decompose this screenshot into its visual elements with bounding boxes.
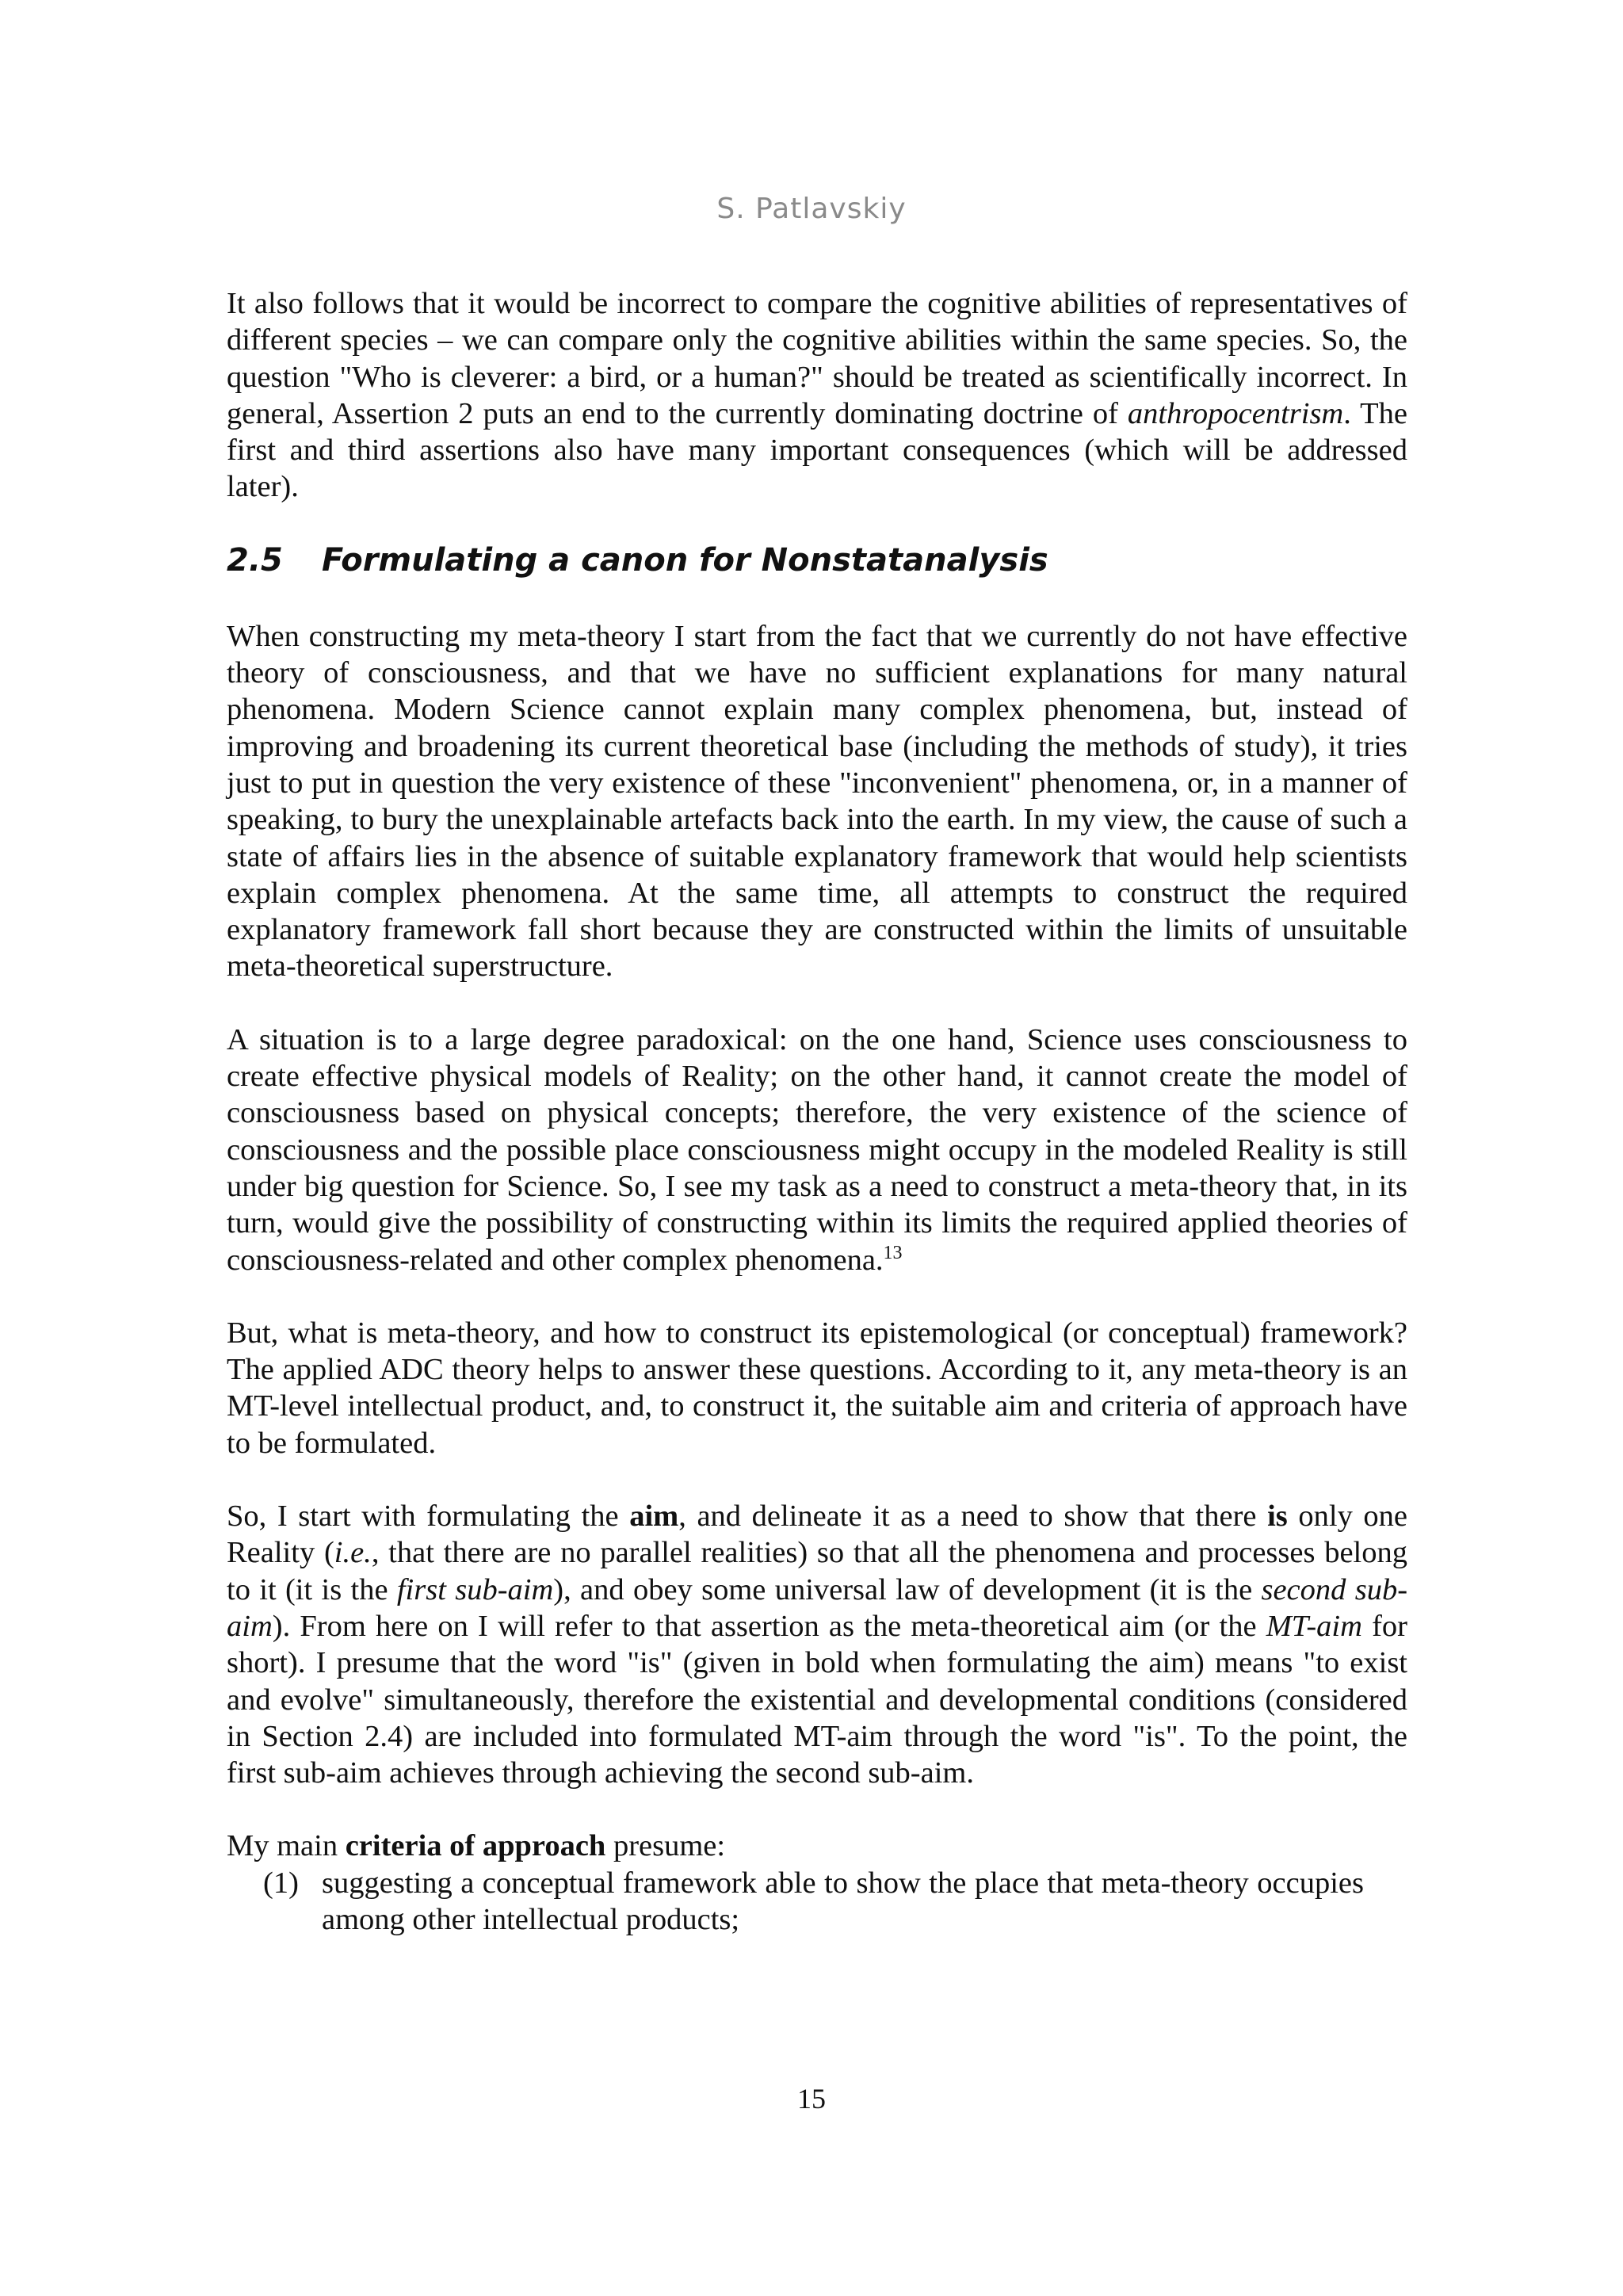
footnote-marker[interactable]: 13 (883, 1242, 903, 1263)
italic-term-second-sub-aim: second sub-aim (227, 1572, 1408, 1643)
list-item-text: suggesting a conceptual framework able to show the place that meta-theory occupies among other intellectual products; (322, 1866, 1364, 1936)
list-marker: (1) (263, 1866, 299, 1900)
paragraph-1 (227, 285, 1407, 506)
paragraph-5-text: , that there are no parallel realities) so that all the phenomena and processes belong to it (it is the (227, 1536, 1407, 1606)
section-number: 2.5 (227, 541, 283, 579)
list-item (227, 1865, 1407, 1939)
bold-term-aim: aim (629, 1499, 679, 1534)
page-body (227, 285, 1407, 1938)
italic-term-mt-aim: MT-aim (1266, 1609, 1362, 1643)
paragraph-5-text: ). From here on I will refer to that assertion as the meta-theoretical aim (or the (272, 1609, 1266, 1643)
paragraph-5-text: only one Reality ( (227, 1499, 1408, 1570)
italic-term-first-sub-aim: first sub-aim (396, 1572, 554, 1606)
paragraph-4: But, what is meta-theory, and how to construct its epistemological (or conceptual) framework? The applied ADC theory helps to answer these questions. According to it, any meta-theory is an MT-level intellectual product, and, to construct it, the suitable aim and criteria of approach have to be formulated. (227, 1316, 1407, 1460)
bold-term-is: is (1267, 1499, 1288, 1534)
bold-term-criteria: criteria of approach (345, 1829, 606, 1863)
paragraph-6 (227, 1828, 1407, 1864)
paragraph-2: When constructing my meta-theory I start from the fact that we currently do not have effective theory of consciousness, and that we have no sufficient explanations for many natural phenomena. Modern Science cannot explain many complex phenomena, but, instead of improving and broadening its current theoretical base (including the methods of study), it tries just to put in question the very existence of these "inconvenient" phenomena, or, in a manner of speaking, to bury the unexplainable artefacts back into the earth. In my view, the cause of such a state of affairs lies in the absence of suitable explanatory framework that would help scientists explain complex phenomena. At the same time, all attempts to construct the required explanatory framework fall short because they are constructed within the limits of unsuitable meta-theoretical superstructure. (227, 619, 1407, 984)
paragraph-1-text: It also follows that it would be incorrect to compare the cognitive abilities of representatives of different species – we can compare only the cognitive abilities within the same species. So, the question "Who is cleverer: a bird, or a human?" should be treated as scientifically incorrect. In general, Assertion 2 puts an end to the currently dominating doctrine of (227, 287, 1407, 430)
paragraph-5-text: , and delineate it as a need to show that there (678, 1499, 1268, 1534)
paragraph-3 (227, 1022, 1407, 1278)
paragraph-3-text: A situation is to a large degree paradoxical: on the one hand, Science uses consciousness to create effective physical models of Reality; on the other hand, it cannot create the model of consciousness based on physical concepts; therefore, the very existence of the science of consciousness and the possible place consciousness might occupy in the modeled Reality is still under big question for Science. So, I see my task as a need to construct a meta-theory that, in its turn, would give the possibility of constructing within its limits the required applied theories of consciousness-related and other complex phenomena. (227, 1022, 1407, 1277)
paragraph-5-text: So, I start with formulating the (227, 1499, 630, 1534)
section-heading (227, 542, 1407, 579)
page-number: 15 (797, 2083, 826, 2115)
running-header-author: S. Patlavskiy (716, 193, 907, 225)
paragraph-5-text: for short). I presume that the word "is" (given in bold when formulating the aim) means "to exist and evolve" simultaneously, therefore the existential and developmental conditions (considered in Section 2.4) are included into formulated MT-aim through the word "is". To the point, the first sub-aim achieves through achieving the second sub-aim. (227, 1609, 1407, 1790)
italic-term: i.e. (334, 1536, 372, 1570)
paragraph-1-text-end: . The first and third assertions also have many important consequences (which will be addressed later). (227, 396, 1407, 504)
paragraph-1-emphasis: anthropocentrism (1127, 396, 1344, 430)
section-title: Formulating a canon for Nonstatanalysis (322, 541, 1048, 579)
paragraph-5-text: ), and obey some universal law of development (it is the (553, 1572, 1262, 1606)
paragraph-5 (227, 1498, 1407, 1791)
paragraph-6-text: presume: (605, 1829, 726, 1863)
paragraph-6-text: My main (227, 1829, 346, 1863)
